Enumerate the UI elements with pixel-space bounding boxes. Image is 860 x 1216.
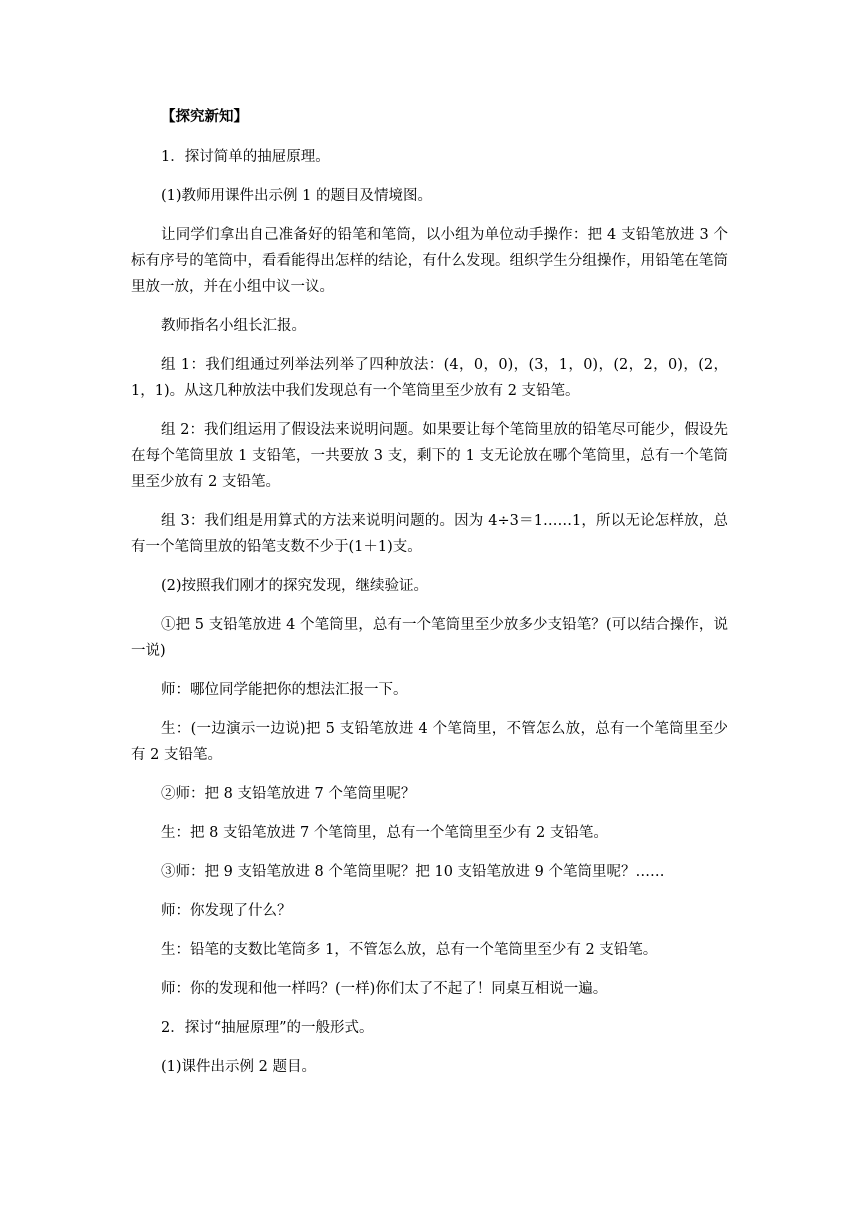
- paragraph-4: 教师指名小组长汇报。: [161, 318, 306, 334]
- paragraph-1: 1．探讨简单的抽屉原理。: [161, 149, 330, 165]
- paragraph-8: (2)按照我们刚才的探究发现，继续验证。: [161, 578, 429, 594]
- paragraph-14: ③师：把 9 支铅笔放进 8 个笔筒里呢？把 10 支铅笔放进 9 个笔筒里呢？……: [161, 864, 665, 880]
- paragraph-2: (1)教师用课件出示例 1 的题目及情境图。: [161, 188, 432, 204]
- paragraph-10: 师：哪位同学能把你的想法汇报一下。: [161, 682, 408, 698]
- paragraph-11: 生：(一边演示一边说)把 5 支铅笔放进 4 个笔筒里，不管怎么放，总有一个笔筒里至少有 2 支铅笔。: [131, 721, 728, 763]
- paragraph-18: 2．探讨“抽屉原理”的一般形式。: [161, 1020, 374, 1036]
- section-heading: 【探究新知】: [161, 108, 248, 125]
- paragraph-9: ①把 5 支铅笔放进 4 个笔筒里，总有一个笔筒里至少放多少支铅笔？(可以结合操作，说一说): [131, 617, 728, 659]
- paragraph-19: (1)课件出示例 2 题目。: [161, 1059, 316, 1075]
- paragraph-6: 组 2：我们组运用了假设法来说明问题。如果要让每个笔筒里放的铅笔尽可能少，假设先在每个笔筒里放 1 支铅笔，一共要放 3 支，剩下的 1 支无论放在哪个笔筒里，总有一个笔筒里至少放有 2 支铅笔。: [131, 422, 728, 490]
- paragraph-17: 师：你的发现和他一样吗？(一样)你们太了不起了！同桌互相说一遍。: [161, 981, 608, 997]
- paragraph-7: 组 3：我们组是用算式的方法来说明问题的。因为 4÷3＝1……1，所以无论怎样放，总有一个笔筒里放的铅笔支数不少于(1＋1)支。: [131, 513, 728, 555]
- paragraph-3: 让同学们拿出自己准备好的铅笔和笔筒，以小组为单位动手操作：把 4 支铅笔放进 3 个标有序号的笔筒中，看看能得出怎样的结论，有什么发现。组织学生分组操作，用铅笔在笔筒里放一放，并在小组中议一议。: [131, 227, 728, 295]
- paragraph-13: 生：把 8 支铅笔放进 7 个笔筒里，总有一个笔筒里至少有 2 支铅笔。: [161, 825, 608, 841]
- paragraph-12: ②师：把 8 支铅笔放进 7 个笔筒里呢？: [161, 786, 416, 802]
- paragraph-16: 生：铅笔的支数比笔筒多 1，不管怎么放，总有一个笔筒里至少有 2 支铅笔。: [161, 942, 658, 958]
- paragraph-5: 组 1：我们组通过列举法列举了四种放法：(4，0，0)，(3，1，0)，(2，2，0)，(2，1，1)。从这几种放法中我们发现总有一个笔筒里至少放有 2 支铅笔。: [131, 357, 728, 399]
- document-body: [131, 104, 728, 1093]
- paragraph-15: 师：你发现了什么？: [161, 903, 292, 919]
